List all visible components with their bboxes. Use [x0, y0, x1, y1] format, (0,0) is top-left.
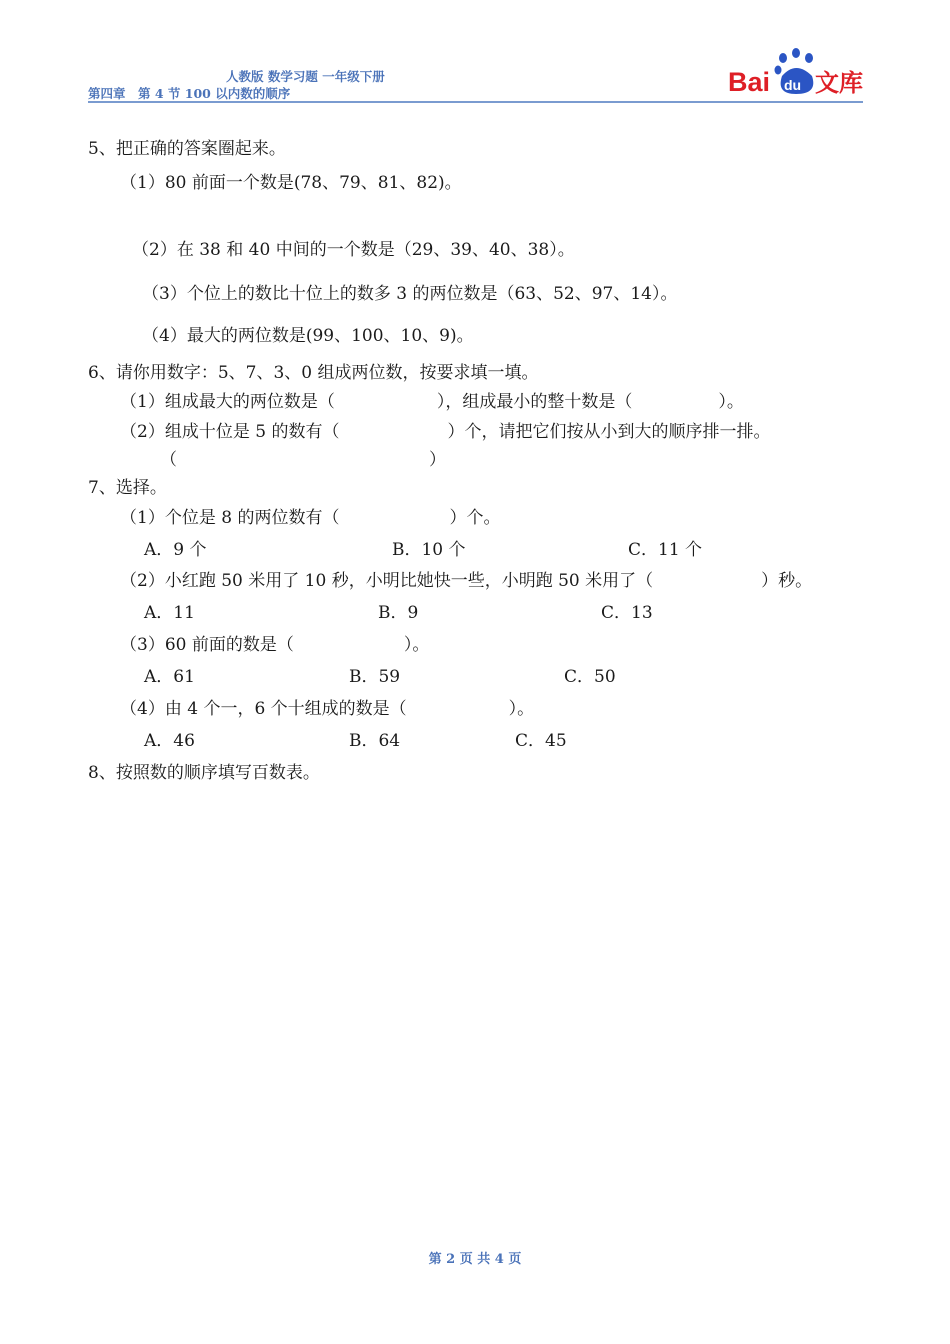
- logo-bai-text: Bai: [728, 67, 771, 97]
- q7-sub-3-option-a[interactable]: A．61: [144, 667, 195, 687]
- q6-title: 6、请你用数字：5、7、3、0 组成两位数，按要求填一填。: [88, 363, 539, 383]
- q7-sub-2: [120, 571, 812, 591]
- q7-sub-3-text-b: ）。: [403, 635, 430, 655]
- q6-item-2-text-a: （2）组成十位是 5 的数有（: [120, 422, 340, 442]
- q7-sub-2-option-a[interactable]: A．11: [144, 603, 195, 623]
- paren-close: ）: [429, 450, 446, 470]
- q6-item-1-text-a: （1）组成最大的两位数是（: [120, 392, 335, 412]
- q7-sub-3: [120, 635, 429, 655]
- q5-item-3: （3）个位上的数比十位上的数多 3 的两位数是（63、52、97、14）。: [142, 284, 678, 304]
- q8-title: 8、按照数的顺序填写百数表。: [88, 763, 320, 783]
- q7-sub-4-option-a[interactable]: A．46: [144, 731, 195, 751]
- q7-sub-4: [120, 699, 534, 719]
- q7-sub-1-text-b: ）个。: [449, 508, 501, 528]
- q7-sub-1: [120, 508, 500, 528]
- q7-sub-1-option-b[interactable]: B．10 个: [392, 540, 466, 560]
- logo-du-text: du: [784, 77, 802, 93]
- paw-toe-icon: [775, 66, 782, 75]
- paren-open: （: [160, 450, 177, 470]
- q7-sub-3-option-b[interactable]: B．59: [349, 667, 401, 687]
- q7-sub-4-option-c[interactable]: C．45: [515, 731, 567, 751]
- baidu-wenku-logo: [726, 46, 866, 98]
- q7-sub-2-text-b: ）秒。: [761, 571, 813, 591]
- q7-sub-3-option-c[interactable]: C．50: [564, 667, 616, 687]
- paw-toe-icon: [805, 53, 813, 63]
- q5-item-4: （4）最大的两位数是(99、100、10、9)。: [142, 326, 474, 346]
- q7-sub-4-text-b: ）。: [508, 699, 535, 719]
- q6-item-2: [120, 422, 770, 442]
- q5-title: 5、把正确的答案圈起来。: [88, 139, 286, 159]
- q5-item-2: （2）在 38 和 40 中间的一个数是（29、39、40、38）。: [132, 240, 575, 260]
- q7-sub-4-option-b[interactable]: B．64: [349, 731, 401, 751]
- q6-item-1-text-c: ）。: [718, 392, 744, 412]
- q7-sub-3-text-a: （3）60 前面的数是（: [120, 635, 294, 655]
- q7-sub-1-option-a[interactable]: A．9 个: [144, 540, 207, 560]
- q7-sub-1-option-c[interactable]: C．11 个: [628, 540, 703, 560]
- paw-toe-icon: [792, 48, 800, 58]
- paw-toe-icon: [779, 53, 787, 63]
- q6-item-1: [120, 392, 744, 412]
- q6-order-row: [160, 450, 446, 470]
- header-rule: [88, 101, 863, 103]
- header-chapter: 第四章 第 4 节 100 以内数的顺序: [88, 86, 291, 101]
- q6-item-1-text-b: ），组成最小的整十数是（: [436, 392, 633, 412]
- q7-title: 7、选择。: [88, 478, 167, 498]
- q5-item-1: （1）80 前面一个数是(78、79、81、82)。: [120, 173, 462, 193]
- q6-item-2-text-b: ）个，请把它们按从小到大的顺序排一排。: [447, 422, 771, 442]
- header-subtitle: 人教版 数学习题 一年级下册: [226, 69, 385, 84]
- q7-sub-4-text-a: （4）由 4 个一，6 个十组成的数是（: [120, 699, 407, 719]
- logo-wenku-text: 文库: [815, 69, 863, 97]
- q7-sub-2-option-c[interactable]: C．13: [601, 603, 653, 623]
- q7-sub-1-text-a: （1）个位是 8 的两位数有（: [120, 508, 340, 528]
- q7-sub-2-option-b[interactable]: B．9: [378, 603, 419, 623]
- q7-sub-2-text-a: （2）小红跑 50 米用了 10 秒，小明比她快一些，小明跑 50 米用了（: [120, 571, 654, 591]
- page-footer: 第 2 页 共 4 页: [428, 1252, 522, 1267]
